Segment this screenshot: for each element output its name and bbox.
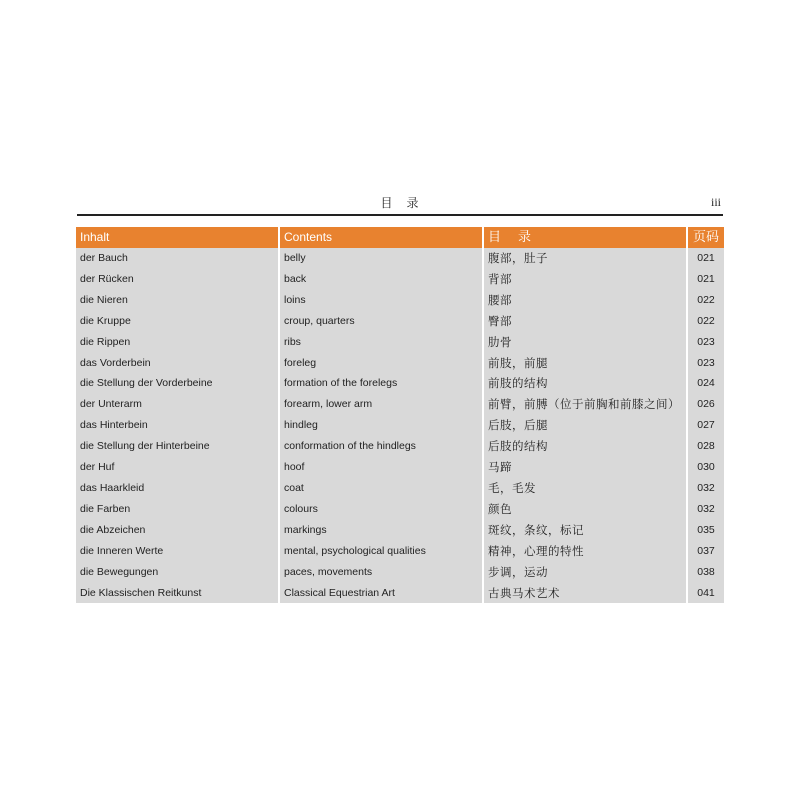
cell-german: das Haarkleid bbox=[76, 478, 278, 499]
table-row bbox=[76, 541, 724, 562]
cell-english: coat bbox=[280, 478, 482, 499]
cell-page: 022 bbox=[688, 290, 724, 311]
cell-german: die Stellung der Hinterbeine bbox=[76, 436, 278, 457]
cell-german: die Rippen bbox=[76, 332, 278, 353]
table-row bbox=[76, 332, 724, 353]
cell-english: Classical Equestrian Art bbox=[280, 583, 482, 604]
table-row bbox=[76, 394, 724, 415]
cell-page: 026 bbox=[688, 394, 724, 415]
cell-page: 032 bbox=[688, 499, 724, 520]
cell-page: 022 bbox=[688, 311, 724, 332]
cell-page: 027 bbox=[688, 415, 724, 436]
cell-chinese: 背部 bbox=[484, 269, 686, 290]
table-row bbox=[76, 478, 724, 499]
cell-english: paces, movements bbox=[280, 562, 482, 583]
cell-german: die Bewegungen bbox=[76, 562, 278, 583]
table-row bbox=[76, 290, 724, 311]
cell-english: belly bbox=[280, 248, 482, 269]
cell-german: die Stellung der Vorderbeine bbox=[76, 373, 278, 394]
cell-english: ribs bbox=[280, 332, 482, 353]
cell-page: 038 bbox=[688, 562, 724, 583]
cell-german: Die Klassischen Reitkunst bbox=[76, 583, 278, 604]
cell-english: formation of the forelegs bbox=[280, 373, 482, 394]
cell-english: colours bbox=[280, 499, 482, 520]
cell-german: der Unterarm bbox=[76, 394, 278, 415]
cell-german: das Vorderbein bbox=[76, 353, 278, 374]
table-row bbox=[76, 583, 724, 604]
cell-english: hindleg bbox=[280, 415, 482, 436]
cell-chinese: 步调，运动 bbox=[484, 562, 686, 583]
cell-german: der Bauch bbox=[76, 248, 278, 269]
cell-english: foreleg bbox=[280, 353, 482, 374]
table-row bbox=[76, 562, 724, 583]
page-header bbox=[77, 192, 723, 216]
cell-chinese: 后肢，后腿 bbox=[484, 415, 686, 436]
cell-chinese: 臀部 bbox=[484, 311, 686, 332]
table-row bbox=[76, 373, 724, 394]
cell-chinese: 颜色 bbox=[484, 499, 686, 520]
cell-page: 021 bbox=[688, 248, 724, 269]
cell-chinese: 精神，心理的特性 bbox=[484, 541, 686, 562]
toc-body bbox=[76, 248, 724, 603]
table-row bbox=[76, 415, 724, 436]
cell-german: die Abzeichen bbox=[76, 520, 278, 541]
cell-chinese: 腰部 bbox=[484, 290, 686, 311]
cell-page: 024 bbox=[688, 373, 724, 394]
cell-english: loins bbox=[280, 290, 482, 311]
cell-chinese: 古典马术艺术 bbox=[484, 583, 686, 604]
cell-german: die Nieren bbox=[76, 290, 278, 311]
table-row bbox=[76, 248, 724, 269]
cell-english: forearm, lower arm bbox=[280, 394, 482, 415]
cell-page: 028 bbox=[688, 436, 724, 457]
cell-page: 023 bbox=[688, 353, 724, 374]
table-row bbox=[76, 436, 724, 457]
cell-chinese: 腹部，肚子 bbox=[484, 248, 686, 269]
cell-page: 021 bbox=[688, 269, 724, 290]
table-row bbox=[76, 499, 724, 520]
column-header-page: 页码 bbox=[688, 227, 724, 248]
cell-english: conformation of the hindlegs bbox=[280, 436, 482, 457]
toc-table bbox=[74, 227, 726, 603]
cell-chinese: 肋骨 bbox=[484, 332, 686, 353]
cell-german: die Kruppe bbox=[76, 311, 278, 332]
cell-page: 032 bbox=[688, 478, 724, 499]
table-row bbox=[76, 520, 724, 541]
cell-english: mental, psychological qualities bbox=[280, 541, 482, 562]
table-row bbox=[76, 353, 724, 374]
table-row bbox=[76, 311, 724, 332]
cell-german: der Huf bbox=[76, 457, 278, 478]
cell-chinese: 马蹄 bbox=[484, 457, 686, 478]
cell-chinese: 毛，毛发 bbox=[484, 478, 686, 499]
cell-german: die Inneren Werte bbox=[76, 541, 278, 562]
cell-german: der Rücken bbox=[76, 269, 278, 290]
cell-english: markings bbox=[280, 520, 482, 541]
table-row bbox=[76, 457, 724, 478]
cell-page: 035 bbox=[688, 520, 724, 541]
cell-chinese: 斑纹，条纹，标记 bbox=[484, 520, 686, 541]
cell-chinese: 前肢的结构 bbox=[484, 373, 686, 394]
cell-chinese: 前肢，前腿 bbox=[484, 353, 686, 374]
cell-german: das Hinterbein bbox=[76, 415, 278, 436]
cell-german: die Farben bbox=[76, 499, 278, 520]
cell-page: 030 bbox=[688, 457, 724, 478]
table-header-row bbox=[76, 227, 724, 248]
cell-chinese: 前臂，前膊（位于前胸和前膝之间） bbox=[484, 394, 686, 415]
column-header-german: Inhalt bbox=[76, 227, 278, 248]
table-row bbox=[76, 269, 724, 290]
cell-chinese: 后肢的结构 bbox=[484, 436, 686, 457]
column-header-chinese: 目 录 bbox=[484, 227, 686, 248]
cell-english: hoof bbox=[280, 457, 482, 478]
page-number: iii bbox=[710, 195, 721, 209]
cell-english: croup, quarters bbox=[280, 311, 482, 332]
cell-page: 023 bbox=[688, 332, 724, 353]
column-header-english: Contents bbox=[280, 227, 482, 248]
cell-page: 041 bbox=[688, 583, 724, 604]
cell-page: 037 bbox=[688, 541, 724, 562]
cell-english: back bbox=[280, 269, 482, 290]
page-title: 目 录 bbox=[380, 196, 420, 210]
